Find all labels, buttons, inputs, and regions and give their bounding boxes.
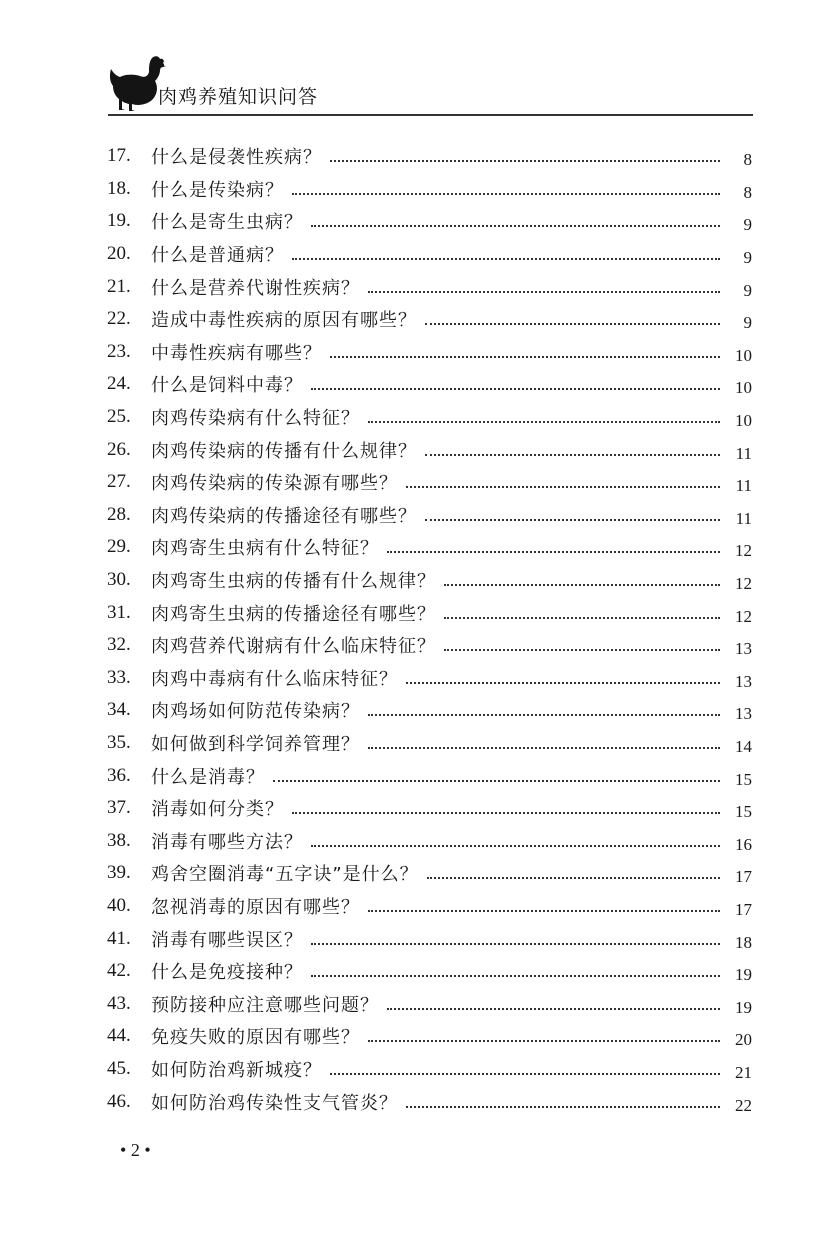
toc-leader-dots — [311, 941, 720, 945]
toc-leader-dots — [444, 582, 720, 586]
toc-entry — [107, 140, 752, 173]
toc-entry-number: 25. — [107, 406, 131, 428]
toc-entry-page: 11 — [735, 508, 752, 528]
toc-leader-dots — [368, 289, 720, 293]
toc-entry-page: 14 — [735, 736, 752, 756]
toc-leader-dots — [311, 843, 720, 847]
toc-entry-title: 鸡舍空圈消毒“五字诀”是什么？ — [151, 864, 419, 886]
toc-entry-title: 什么是饲料中毒？ — [151, 375, 303, 397]
toc-entry — [107, 303, 752, 336]
toc-entry — [107, 336, 752, 369]
toc-leader-dots — [330, 354, 720, 358]
toc-leader-dots — [425, 517, 720, 521]
toc-entry-page: 19 — [735, 965, 752, 985]
toc-entry-page: 10 — [735, 378, 752, 398]
toc-entry-number: 35. — [107, 731, 131, 753]
toc-entry-page: 8 — [743, 182, 752, 202]
toc-leader-dots — [368, 1038, 720, 1042]
toc-entry — [107, 662, 752, 695]
toc-entry-title: 什么是消毒？ — [151, 766, 265, 788]
toc-leader-dots — [425, 452, 720, 456]
toc-entry — [107, 531, 752, 564]
toc-entry-title: 消毒有哪些方法？ — [151, 831, 303, 853]
toc-entry-number: 38. — [107, 829, 131, 851]
toc-entry-page: 15 — [735, 802, 752, 822]
toc-entry-title: 什么是普通病？ — [151, 245, 284, 267]
toc-entry — [107, 238, 752, 271]
toc-entry-title: 什么是寄生虫病？ — [151, 212, 303, 234]
toc-entry-page: 13 — [735, 704, 752, 724]
toc-entry-title: 肉鸡传染病有什么特征？ — [151, 408, 360, 430]
toc-entry-page: 18 — [735, 932, 752, 952]
book-title: 肉鸡养殖知识问答 — [158, 86, 319, 108]
toc-entry — [107, 824, 752, 857]
toc-entry — [107, 401, 752, 434]
toc-entry — [107, 922, 752, 955]
toc-entry-number: 24. — [107, 373, 131, 395]
toc-entry-page: 9 — [743, 280, 752, 300]
toc-entry-number: 22. — [107, 308, 131, 330]
toc-leader-dots — [368, 419, 720, 423]
toc-leader-dots — [444, 647, 720, 651]
toc-entry-number: 27. — [107, 471, 131, 493]
toc-entry-title: 什么是免疫接种？ — [151, 962, 303, 984]
toc-entry-number: 28. — [107, 503, 131, 525]
toc-entry-title: 如何防治鸡传染性支气管炎？ — [151, 1092, 398, 1114]
page-number: • 2 • — [120, 1140, 151, 1160]
toc-leader-dots — [292, 256, 720, 260]
toc-entry-title: 肉鸡寄生虫病的传播途径有哪些？ — [151, 603, 436, 625]
toc-entry-number: 46. — [107, 1090, 131, 1112]
toc-entry — [107, 433, 752, 466]
toc-entry-page: 22 — [735, 1095, 752, 1115]
toc-entry-title: 什么是营养代谢性疾病？ — [151, 277, 360, 299]
toc-entry-number: 33. — [107, 666, 131, 688]
toc-entry-title: 免疫失败的原因有哪些？ — [151, 1027, 360, 1049]
toc-entry-number: 18. — [107, 177, 131, 199]
toc-entry — [107, 857, 752, 890]
toc-entry-page: 11 — [735, 443, 752, 463]
toc-entry — [107, 727, 752, 760]
toc-entry-number: 44. — [107, 1025, 131, 1047]
running-header — [108, 52, 408, 116]
toc-entry-page: 11 — [735, 476, 752, 496]
toc-leader-dots — [292, 191, 720, 195]
header-rule — [108, 114, 753, 116]
toc-entry — [107, 1053, 752, 1086]
toc-entry-title: 肉鸡传染病的传播有什么规律？ — [151, 440, 417, 462]
toc-entry-title: 如何防治鸡新城疫？ — [151, 1059, 322, 1081]
page-number-value: 2 — [130, 1140, 140, 1160]
toc-entry-number: 19. — [107, 210, 131, 232]
toc-entry-page: 20 — [735, 1030, 752, 1050]
toc-entry-number: 41. — [107, 927, 131, 949]
toc-leader-dots — [311, 973, 720, 977]
toc-leader-dots — [292, 810, 720, 814]
toc-entry-page: 9 — [743, 313, 752, 333]
toc-entry — [107, 205, 752, 238]
toc-entry — [107, 466, 752, 499]
toc-entry-page: 12 — [735, 606, 752, 626]
toc-entry-page: 21 — [735, 1062, 752, 1082]
table-of-contents — [107, 140, 752, 1118]
toc-entry-title: 中毒性疾病有哪些？ — [151, 342, 322, 364]
toc-entry-title: 预防接种应注意哪些问题？ — [151, 994, 379, 1016]
toc-entry-page: 13 — [735, 639, 752, 659]
toc-entry — [107, 270, 752, 303]
toc-leader-dots — [330, 1071, 720, 1075]
toc-leader-dots — [406, 680, 720, 684]
toc-entry-page: 9 — [743, 215, 752, 235]
toc-entry-number: 36. — [107, 764, 131, 786]
toc-entry — [107, 368, 752, 401]
toc-entry-number: 23. — [107, 340, 131, 362]
toc-entry-page: 16 — [735, 834, 752, 854]
toc-entry — [107, 694, 752, 727]
toc-leader-dots — [368, 712, 720, 716]
toc-entry-page: 12 — [735, 541, 752, 561]
toc-entry-number: 21. — [107, 275, 131, 297]
toc-entry — [107, 596, 752, 629]
toc-entry-number: 34. — [107, 699, 131, 721]
toc-entry-title: 造成中毒性疾病的原因有哪些？ — [151, 310, 417, 332]
toc-entry — [107, 890, 752, 923]
toc-entry-number: 43. — [107, 992, 131, 1014]
toc-entry — [107, 955, 752, 988]
toc-entry-page: 17 — [735, 867, 752, 887]
toc-entry-title: 消毒如何分类？ — [151, 799, 284, 821]
toc-entry-page: 9 — [743, 248, 752, 268]
toc-entry-title: 肉鸡寄生虫病的传播有什么规律？ — [151, 571, 436, 593]
toc-entry-page: 10 — [735, 411, 752, 431]
toc-entry-title: 肉鸡中毒病有什么临床特征？ — [151, 668, 398, 690]
toc-entry-page: 10 — [735, 345, 752, 365]
toc-leader-dots — [368, 908, 720, 912]
toc-entry-number: 20. — [107, 243, 131, 265]
toc-entry-number: 37. — [107, 797, 131, 819]
toc-entry-title: 肉鸡传染病的传播途径有哪些？ — [151, 505, 417, 527]
toc-entry — [107, 792, 752, 825]
toc-entry-title: 忽视消毒的原因有哪些？ — [151, 896, 360, 918]
toc-entry-title: 什么是传染病？ — [151, 179, 284, 201]
toc-entry-title: 如何做到科学饲养管理？ — [151, 733, 360, 755]
toc-entry-page: 8 — [743, 150, 752, 170]
toc-entry — [107, 1020, 752, 1053]
toc-leader-dots — [425, 321, 720, 325]
toc-leader-dots — [273, 778, 720, 782]
toc-entry-number: 39. — [107, 862, 131, 884]
toc-leader-dots — [427, 875, 720, 879]
toc-entry-page: 17 — [735, 899, 752, 919]
toc-entry-page: 12 — [735, 574, 752, 594]
toc-entry-number: 42. — [107, 960, 131, 982]
toc-entry — [107, 629, 752, 662]
toc-entry-number: 31. — [107, 601, 131, 623]
toc-entry-page: 15 — [735, 769, 752, 789]
toc-entry-number: 29. — [107, 536, 131, 558]
toc-entry-title: 肉鸡传染病的传染源有哪些？ — [151, 473, 398, 495]
toc-entry-number: 30. — [107, 569, 131, 591]
toc-entry-title: 什么是侵袭性疾病？ — [151, 147, 322, 169]
toc-entry-number: 32. — [107, 634, 131, 656]
toc-leader-dots — [406, 1104, 720, 1108]
toc-leader-dots — [368, 745, 720, 749]
toc-entry-page: 19 — [735, 997, 752, 1017]
toc-leader-dots — [387, 1006, 720, 1010]
toc-leader-dots — [406, 484, 720, 488]
toc-entry-title: 肉鸡营养代谢病有什么临床特征？ — [151, 636, 436, 658]
toc-entry-title: 消毒有哪些误区？ — [151, 929, 303, 951]
toc-entry — [107, 173, 752, 206]
toc-leader-dots — [311, 386, 720, 390]
toc-entry-page: 13 — [735, 671, 752, 691]
toc-entry-number: 26. — [107, 438, 131, 460]
toc-entry-number: 17. — [107, 145, 131, 167]
toc-entry-title: 肉鸡寄生虫病有什么特征？ — [151, 538, 379, 560]
toc-leader-dots — [444, 615, 720, 619]
toc-leader-dots — [311, 223, 720, 227]
toc-entry — [107, 987, 752, 1020]
toc-leader-dots — [387, 549, 720, 553]
toc-entry — [107, 499, 752, 532]
toc-leader-dots — [330, 158, 720, 162]
toc-entry — [107, 564, 752, 597]
toc-entry-title: 肉鸡场如何防范传染病？ — [151, 701, 360, 723]
toc-entry-number: 40. — [107, 894, 131, 916]
toc-entry — [107, 759, 752, 792]
toc-entry-number: 45. — [107, 1057, 131, 1079]
toc-entry — [107, 1085, 752, 1118]
